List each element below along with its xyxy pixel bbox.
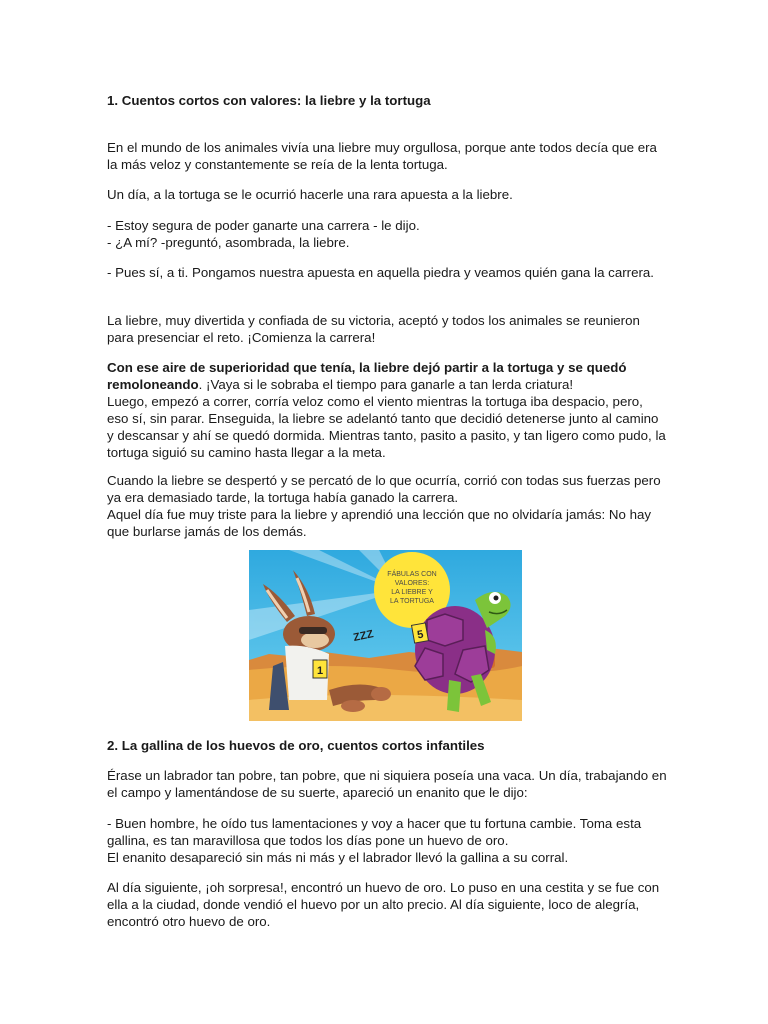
turtle-bib-number: 5: [416, 628, 425, 642]
paragraph: La liebre, muy divertida y confiada de su victoria, aceptó y todos los animales se reunieron para presenciar el reto. ¡Comienza la carrera!: [107, 313, 640, 345]
dialogue-line: - ¿A mí? -preguntó, asombrada, la liebre.: [107, 235, 350, 250]
paragraph: Un día, a la tortuga se le ocurrió hacerle una rara apuesta a la liebre.: [107, 187, 513, 202]
paragraph: Luego, empezó a correr, corría veloz como el viento mientras la tortuga iba despacio, pero, eso sí, sin parar. Enseguida, la liebre se adelantó tanto que decidió detenerse junto al camino y descansar y ahí se quedó dormida. Mientras tanto, pasito a pasito, y tan ligero como pudo, la tortuga siguió su camino hasta llegar a la meta.: [107, 394, 666, 460]
section-2-title: 2. La gallina de los huevos de oro, cuentos cortos infantiles: [107, 738, 485, 753]
paragraph: - Pues sí, a ti. Pongamos nuestra apuesta en aquella piedra y veamos quién gana la carrera.: [107, 265, 654, 280]
paragraph-text: . ¡Vaya si le sobraba el tiempo para ganarle a tan lerda criatura!: [198, 377, 574, 392]
sun-text-4: LA TORTUGA: [390, 598, 434, 605]
snore-text: ZZZ: [352, 628, 375, 645]
paragraph: Érase un labrador tan pobre, tan pobre, que ni siquiera poseía una vaca. Un día, trabajando en el campo y lamentándose de su suerte, apareció un enanito que le dijo:: [107, 768, 667, 800]
sun-text-2: VALORES:: [394, 580, 430, 587]
section-1-title: 1. Cuentos cortos con valores: la liebre y la tortuga: [107, 93, 431, 108]
paragraph: Al día siguiente, ¡oh sorpresa!, encontró un huevo de oro. Lo puso en una cestita y se fue con ella a la ciudad, donde vendió el huevo por un alto precio. Al día siguiente, loco de alegría, encontró otro huevo de oro.: [107, 880, 660, 929]
dialogue-line: - Estoy segura de poder ganarte una carrera - le dijo.: [107, 218, 420, 233]
paragraph: - Buen hombre, he oído tus lamentaciones y voy a hacer que tu fortuna cambie. Toma esta gallina, es tan maravillosa que todos los días pone un huevo de oro.: [107, 816, 642, 848]
sun-text-1: FÁBULAS CON: [387, 571, 437, 578]
hare-bib-number: 1: [316, 665, 324, 677]
paragraph: Cuando la liebre se despertó y se percató de lo que ocurría, corrió con todas sus fuerzas pero ya era demasiado tarde, la tortuga había ganado la carrera.: [107, 473, 661, 505]
paragraph: En el mundo de los animales vivía una liebre muy orgullosa, porque ante todos decía que era la más veloz y constantemente se reía de la lenta tortuga.: [107, 140, 657, 172]
paragraph: El enanito desapareció sin más ni más y el labrador llevó la gallina a su corral.: [107, 850, 569, 865]
fable-illustration: [249, 550, 522, 721]
sun-text-3: LA LIEBRE Y: [391, 589, 433, 596]
bold-phrase: Con ese aire de superioridad que tenía, la liebre dejó partir a la tortuga y se quedó remoloneando: [107, 360, 627, 392]
paragraph-with-bold: [107, 359, 667, 393]
paragraph: Aquel día fue muy triste para la liebre y aprendió una lección que no olvidaría jamás: No hay que burlarse jamás de los demás.: [107, 507, 652, 539]
